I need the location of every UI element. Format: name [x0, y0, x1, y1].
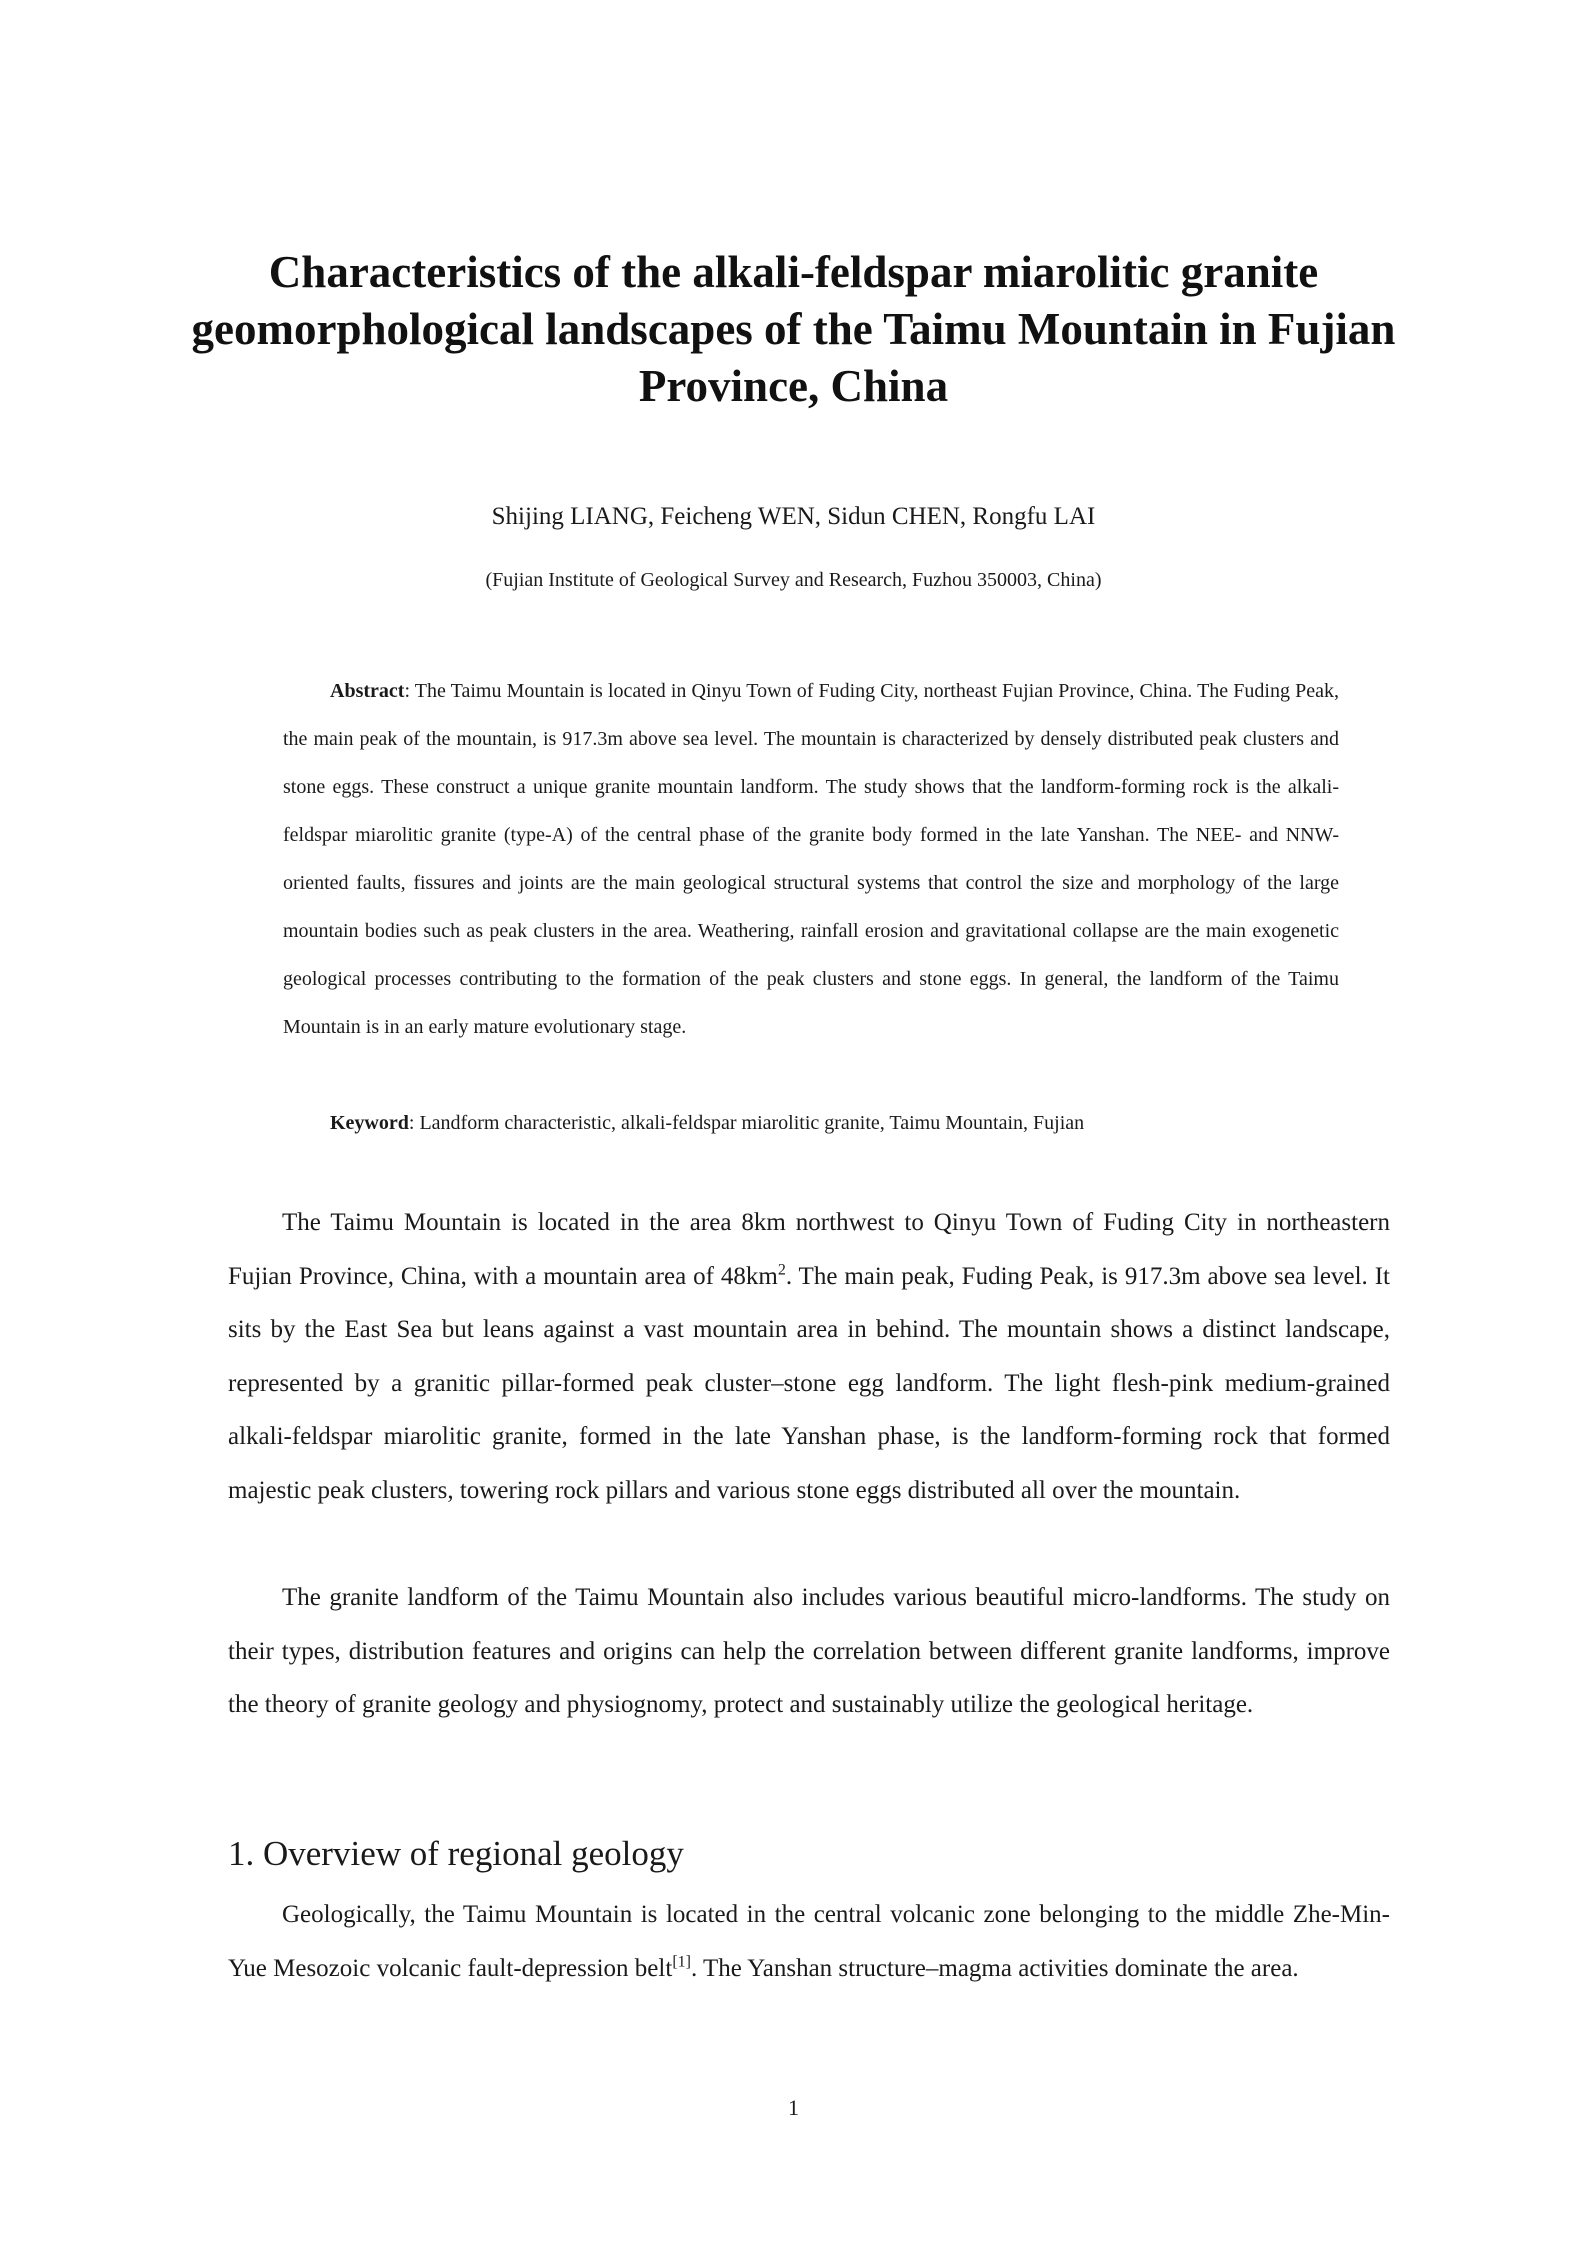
section-heading-regional-geology: 1. Overview of regional geology [228, 1834, 684, 1873]
keyword-label: Keyword [330, 1112, 409, 1134]
abstract-label: Abstract [330, 680, 405, 702]
intro-paragraph-1 [228, 1196, 1390, 1517]
keywords [283, 1099, 1339, 1147]
affiliation: (Fujian Institute of Geological Survey and Research, Fuzhou 350003, China) [485, 569, 1102, 591]
intro-paragraph-2: The granite landform of the Taimu Mountain also includes various beautiful micro-landforms. The study on their types, distribution features and origins can help the correlation between different granite landforms, improve the theory of granite geology and physiognomy, protect and sustainably utilize the geological heritage. [228, 1584, 1390, 1718]
author-list: Shijing LIANG, Feicheng WEN, Sidun CHEN, Rongfu LAI [491, 503, 1096, 530]
section-1-paragraph-text-b: . The Yanshan structure–magma activities dominate the area. [690, 1954, 1299, 1982]
section-1-paragraph-text-a: Geologically, the Taimu Mountain is located in the central volcanic zone belonging to the middle Zhe-Min-Yue Mesozoic volcanic fault-depression belt [228, 1901, 1390, 1982]
keyword-text: : Landform characteristic, alkali-feldspar miarolitic granite, Taimu Mountain, Fujian [408, 1112, 1085, 1134]
abstract-text: : The Taimu Mountain is located in Qinyu Town of Fuding City, northeast Fujian Province, China. The Fuding Peak, the main peak of the mountain, is 917.3m above sea level. The mountain is characterized by densely distributed peak clusters and stone eggs. These construct a unique granite mountain landform. The study shows that the landform-forming rock is the alkali-feldspar miarolitic granite (type-A) of the central phase of the granite body formed in the late Yanshan. The NEE- and NNW-oriented faults, fissures and joints are the main geological structural systems that control the size and morphology of the large mountain bodies such as peak clusters in the area. Weathering, rainfall erosion and gravitational collapse are the main exogenetic geological processes contributing to the formation of the peak clusters and stone eggs. In general, the landform of the Taimu Mountain is in an early mature evolutionary stage. [283, 680, 1339, 1038]
page-number: 1 [788, 2095, 799, 2120]
section-1-paragraph [228, 1888, 1390, 1995]
paper-title: Characteristics of the alkali-feldspar miarolitic granite geomorphological landscapes of the Taimu Mountain in Fujian Province, China [191, 247, 1396, 411]
intro-paragraph-1-text-b: . The main peak, Fuding Peak, is 917.3m above sea level. It sits by the East Sea but leans against a vast mountain area in behind. The mountain shows a distinct landscape, represented by a granitic pillar-formed peak cluster–stone egg landform. The light flesh-pink medium-grained alkali-feldspar miarolitic granite, formed in the late Yanshan phase, is the landform-forming rock that formed majestic peak clusters, towering rock pillars and various stone eggs distributed all over the mountain. [228, 1262, 1390, 1504]
intro-paragraph-1-text-a: The Taimu Mountain is located in the area 8km northwest to Qinyu Town of Fuding City in northeastern Fujian Province, China, with a mountain area of 48km [228, 1209, 1390, 1290]
abstract [283, 667, 1339, 1051]
superscript-squared: 2 [777, 1261, 786, 1279]
citation-reference-1: [1] [672, 1953, 691, 1971]
